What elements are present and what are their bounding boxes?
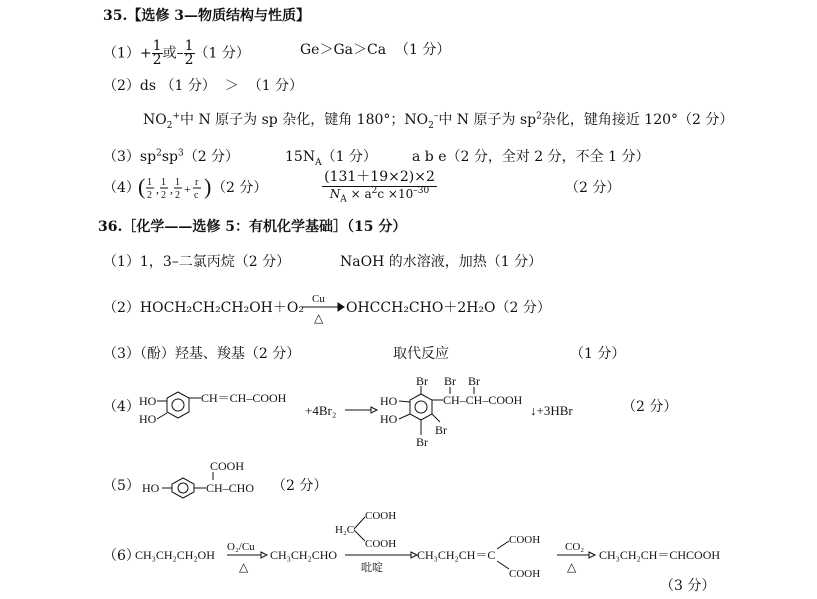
svg-text:(: ( <box>138 174 146 199</box>
q36-part1: （1）1，3–二氯丙烷（2 分） <box>103 254 291 270</box>
density-fraction: (131＋19×2)×2 $N_A \times a^2c \times 10^{-30}$ <box>322 170 437 202</box>
q35-part1: （1）+ $\frac{1}{2}$ 或– $\frac{1}{2}$ （1 分） <box>103 38 250 68</box>
q35-title: 35.【选修 3—物质结构与性质】 <box>103 8 310 24</box>
svg-text:CH₃CH₂CH＝C: CH₃CH₂CH＝C <box>417 548 496 562</box>
q36-part3-pts: （1 分） <box>570 346 626 362</box>
q36-part2-prod: OHCCH₂CHO＋2H₂O（2 分） <box>346 300 551 316</box>
svg-text:Br: Br <box>444 374 456 388</box>
q36-part4-pts: （2 分） <box>622 399 678 415</box>
svg-text:1: 1 <box>175 177 180 188</box>
q35-part3-na: $15N_A(1$ 分） <box>285 149 377 168</box>
arrow-heat: △ <box>314 311 324 325</box>
q36-part2: （2）HOCH₂CH₂CH₂OH＋O₂ <box>103 300 304 316</box>
q36-part3: （3）（酚）羟基、羧基（2 分） <box>103 346 301 362</box>
svg-text:COOH: COOH <box>210 459 245 473</box>
q35-part1-order: Ge＞Ga＞Ca （1 分） <box>300 42 451 58</box>
svg-text:CH–CH–COOH: CH–CH–COOH <box>443 393 523 407</box>
q36-part5-pts: （2 分） <box>272 478 328 494</box>
q35-part4-pts2: （2 分） <box>565 180 621 196</box>
svg-text:H₂C: H₂C <box>335 524 355 536</box>
svg-text:+: + <box>184 182 191 196</box>
q36-part4-num: （4） <box>103 399 140 415</box>
svg-text:COOH: COOH <box>365 510 397 522</box>
half-fraction: $\frac{1}{2}$ <box>152 38 162 68</box>
bromination-equation <box>133 372 603 450</box>
half-fraction-2: $\frac{1}{2}$ <box>184 38 194 68</box>
svg-text:1: 1 <box>161 177 166 188</box>
svg-text:COOH: COOH <box>365 538 397 550</box>
svg-text:CH₃CH₂CH＝CHCOOH: CH₃CH₂CH＝CHCOOH <box>599 548 721 562</box>
q36-part6-pts: （3 分） <box>660 578 716 594</box>
svg-text:+4Br₂: +4Br₂ <box>305 403 337 418</box>
svg-text:↓+3HBr: ↓+3HBr <box>530 403 573 418</box>
svg-text:HO: HO <box>139 394 157 408</box>
svg-text:Br: Br <box>435 423 447 437</box>
svg-text:2: 2 <box>175 190 180 201</box>
cu-heat-arrow <box>298 290 346 330</box>
q35-part4-pts: （2 分） <box>212 180 268 196</box>
svg-text:Br: Br <box>468 374 480 388</box>
q36-title: 36.［化学——选修 5：有机化学基础］（15 分） <box>98 219 407 235</box>
svg-text:吡啶: 吡啶 <box>361 562 383 574</box>
svg-text:c: c <box>194 190 199 201</box>
q36-part3-type: 取代反应 <box>393 346 449 362</box>
q35-part4: （4） <box>103 180 140 196</box>
svg-text:r: r <box>195 177 199 188</box>
svg-text:HO: HO <box>380 394 398 408</box>
svg-text:HO: HO <box>139 412 157 426</box>
svg-text:△: △ <box>567 560 577 574</box>
svg-text:O₂/Cu: O₂/Cu <box>227 541 255 553</box>
svg-text:2: 2 <box>147 190 152 201</box>
svg-text:2: 2 <box>161 190 166 201</box>
svg-text:CH＝CH–COOH: CH＝CH–COOH <box>201 391 287 405</box>
svg-text:,: , <box>170 182 173 196</box>
svg-text:△: △ <box>239 560 249 574</box>
q36-part6-num: （6） <box>103 548 140 564</box>
q35-part2-explain: $NO_2^+$中 N 原子为 sp 杂化，键角 180°；$NO_2^-$中 N 原子为 $sp^2$杂化，键角接近 120°（2 分） <box>143 111 734 131</box>
arrow-cat: Cu <box>312 293 325 305</box>
q35-part3: $(3)sp^2sp^3(2$ 分） <box>103 148 240 165</box>
svg-text:Br: Br <box>416 435 428 449</box>
svg-text:HO: HO <box>142 481 160 495</box>
q35-part2: （2）ds （1 分） ＞ （1 分） <box>103 78 304 94</box>
product-5-structure <box>138 458 278 500</box>
svg-text:1: 1 <box>147 177 152 188</box>
svg-text:COOH: COOH <box>509 568 541 580</box>
q36-part1-cond: NaOH 的水溶液，加热（1 分） <box>340 254 543 270</box>
svg-text:CO₂: CO₂ <box>565 541 585 553</box>
synthesis-route <box>133 503 745 587</box>
svg-text:CH₃CH₂CH₂OH: CH₃CH₂CH₂OH <box>135 548 215 562</box>
svg-text:,: , <box>156 182 159 196</box>
svg-text:COOH: COOH <box>509 534 541 546</box>
svg-text:CH–CHO: CH–CHO <box>206 481 255 495</box>
q35-part3-abe: a b e（2 分，全对 2 分，不全 1 分） <box>412 149 650 165</box>
q36-part5-num: （5） <box>103 478 140 494</box>
svg-text:HO: HO <box>380 412 398 426</box>
svg-text:Br: Br <box>416 374 428 388</box>
svg-text:): ) <box>204 174 212 199</box>
svg-text:CH₃CH₂CHO: CH₃CH₂CHO <box>270 548 338 562</box>
